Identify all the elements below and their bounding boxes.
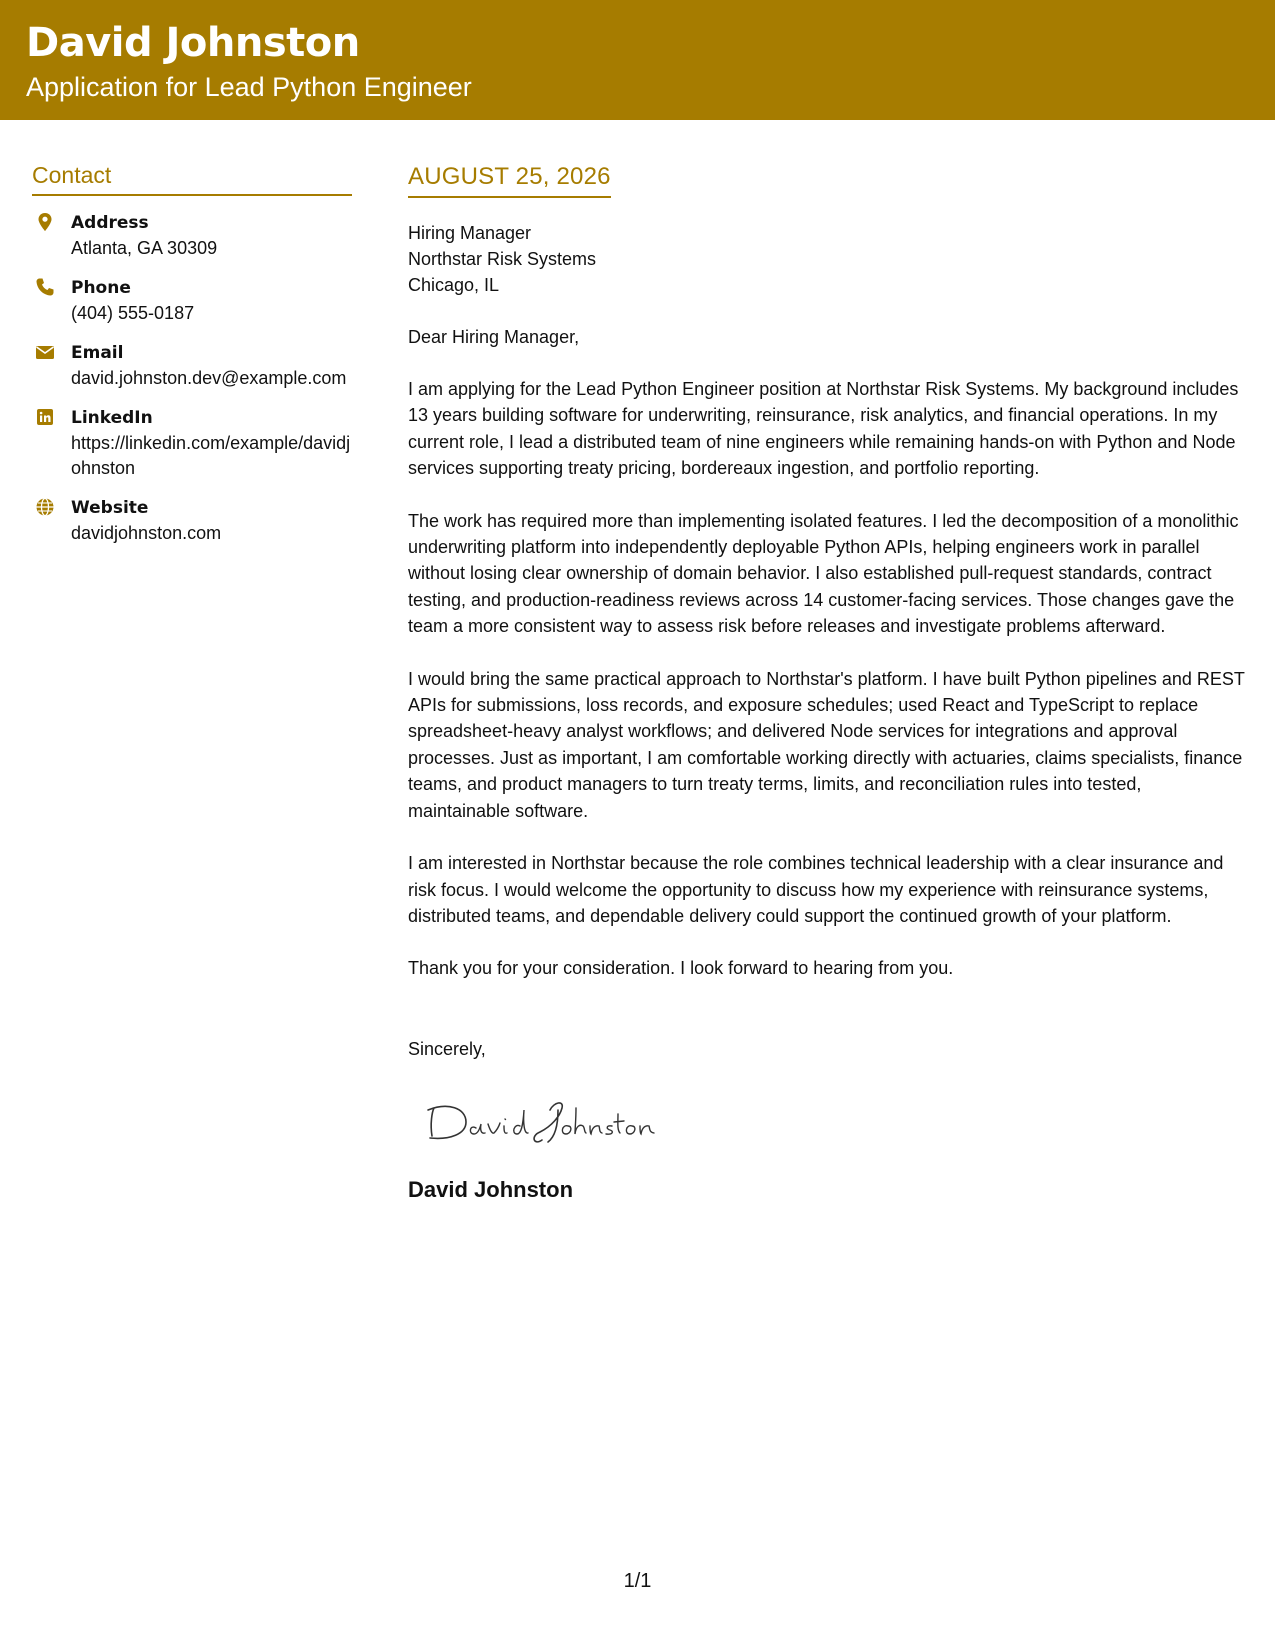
linkedin-value[interactable]: https://linkedin.com/example/davidjohnston — [71, 433, 351, 478]
contact-sidebar — [32, 162, 352, 560]
letter-date: AUGUST 25, 2026 — [408, 163, 611, 198]
paragraph: Thank you for your consideration. I look forward to hearing from you. — [408, 958, 954, 979]
email-label: Email — [71, 343, 124, 363]
phone-icon — [35, 277, 55, 297]
paragraph: The work has required more than implementing isolated features. I led the decomposition of a monolithic underwriting platform into independently deployable Python APIs, helping engineers work in parallel without losing clear ownership of domain behavior. I also established pull-request standards, contract testing, and production-readiness reviews across 14 customer-facing services. Those changes gave the team a more consistent way to assess risk before releases and investigate problems afterward. — [408, 510, 1239, 637]
contact-heading: Contact — [32, 162, 352, 196]
contact-item-email — [32, 340, 352, 391]
map-pin-icon — [35, 212, 55, 232]
signed-name: David Johnston — [408, 1176, 574, 1202]
contact-item-phone — [32, 275, 352, 326]
envelope-icon — [35, 342, 55, 362]
contact-item-linkedin — [32, 405, 352, 481]
linkedin-label: LinkedIn — [71, 408, 153, 428]
paragraph: I am interested in Northstar because the role combines technical leadership with a clear insurance and risk focus. I would welcome the opportunity to discuss how my experience with reinsurance systems, distributed teams, and dependable delivery could support the continued growth of your platform. — [408, 853, 1224, 926]
phone-value: (404) 555-0187 — [71, 303, 195, 323]
applicant-name: David Johnston — [26, 20, 360, 66]
handwritten-signature — [418, 1096, 678, 1150]
recipient-block — [408, 220, 1248, 298]
header-banner — [0, 0, 1275, 120]
website-value[interactable]: davidjohnston.com — [71, 523, 222, 543]
application-subtitle: Application for Lead Python Engineer — [26, 72, 472, 102]
contact-item-address — [32, 210, 352, 261]
closing: Sincerely, — [408, 1038, 486, 1059]
recipient-title: Hiring Manager — [408, 223, 532, 243]
contact-item-website — [32, 495, 352, 546]
page-number: 1/1 — [623, 1570, 652, 1592]
email-value[interactable]: david.johnston.dev@example.com — [71, 368, 347, 388]
website-label: Website — [71, 498, 149, 518]
recipient-company: Northstar Risk Systems — [408, 249, 597, 269]
paragraph: I am applying for the Lead Python Engineer position at Northstar Risk Systems. My background includes 13 years building software for underwriting, reinsurance, risk analytics, and financial operations. In my current role, I lead a distributed team of nine engineers while remaining hands-on with Python and Node services supporting treaty pricing, bordereaux ingestion, and portfolio reporting. — [408, 379, 1239, 479]
salutation: Dear Hiring Manager, — [408, 327, 580, 347]
recipient-location: Chicago, IL — [408, 275, 500, 295]
phone-label: Phone — [71, 278, 131, 298]
address-value: Atlanta, GA 30309 — [71, 238, 218, 258]
address-label: Address — [71, 213, 149, 233]
linkedin-icon — [35, 407, 55, 427]
letter-body — [408, 163, 1248, 1203]
paragraph: I would bring the same practical approach to Northstar's platform. I have built Python pipelines and REST APIs for submissions, loss records, and exposure schedules; used React and TypeScript to replace spreadsheet-heavy analyst workflows; and delivered Node services for integrations and approval processes. Just as important, I am comfortable working directly with actuaries, claims specialists, finance teams, and product managers to turn treaty terms, limits, and reconciliation rules into tested, maintainable software. — [408, 668, 1245, 821]
globe-icon — [35, 497, 55, 517]
